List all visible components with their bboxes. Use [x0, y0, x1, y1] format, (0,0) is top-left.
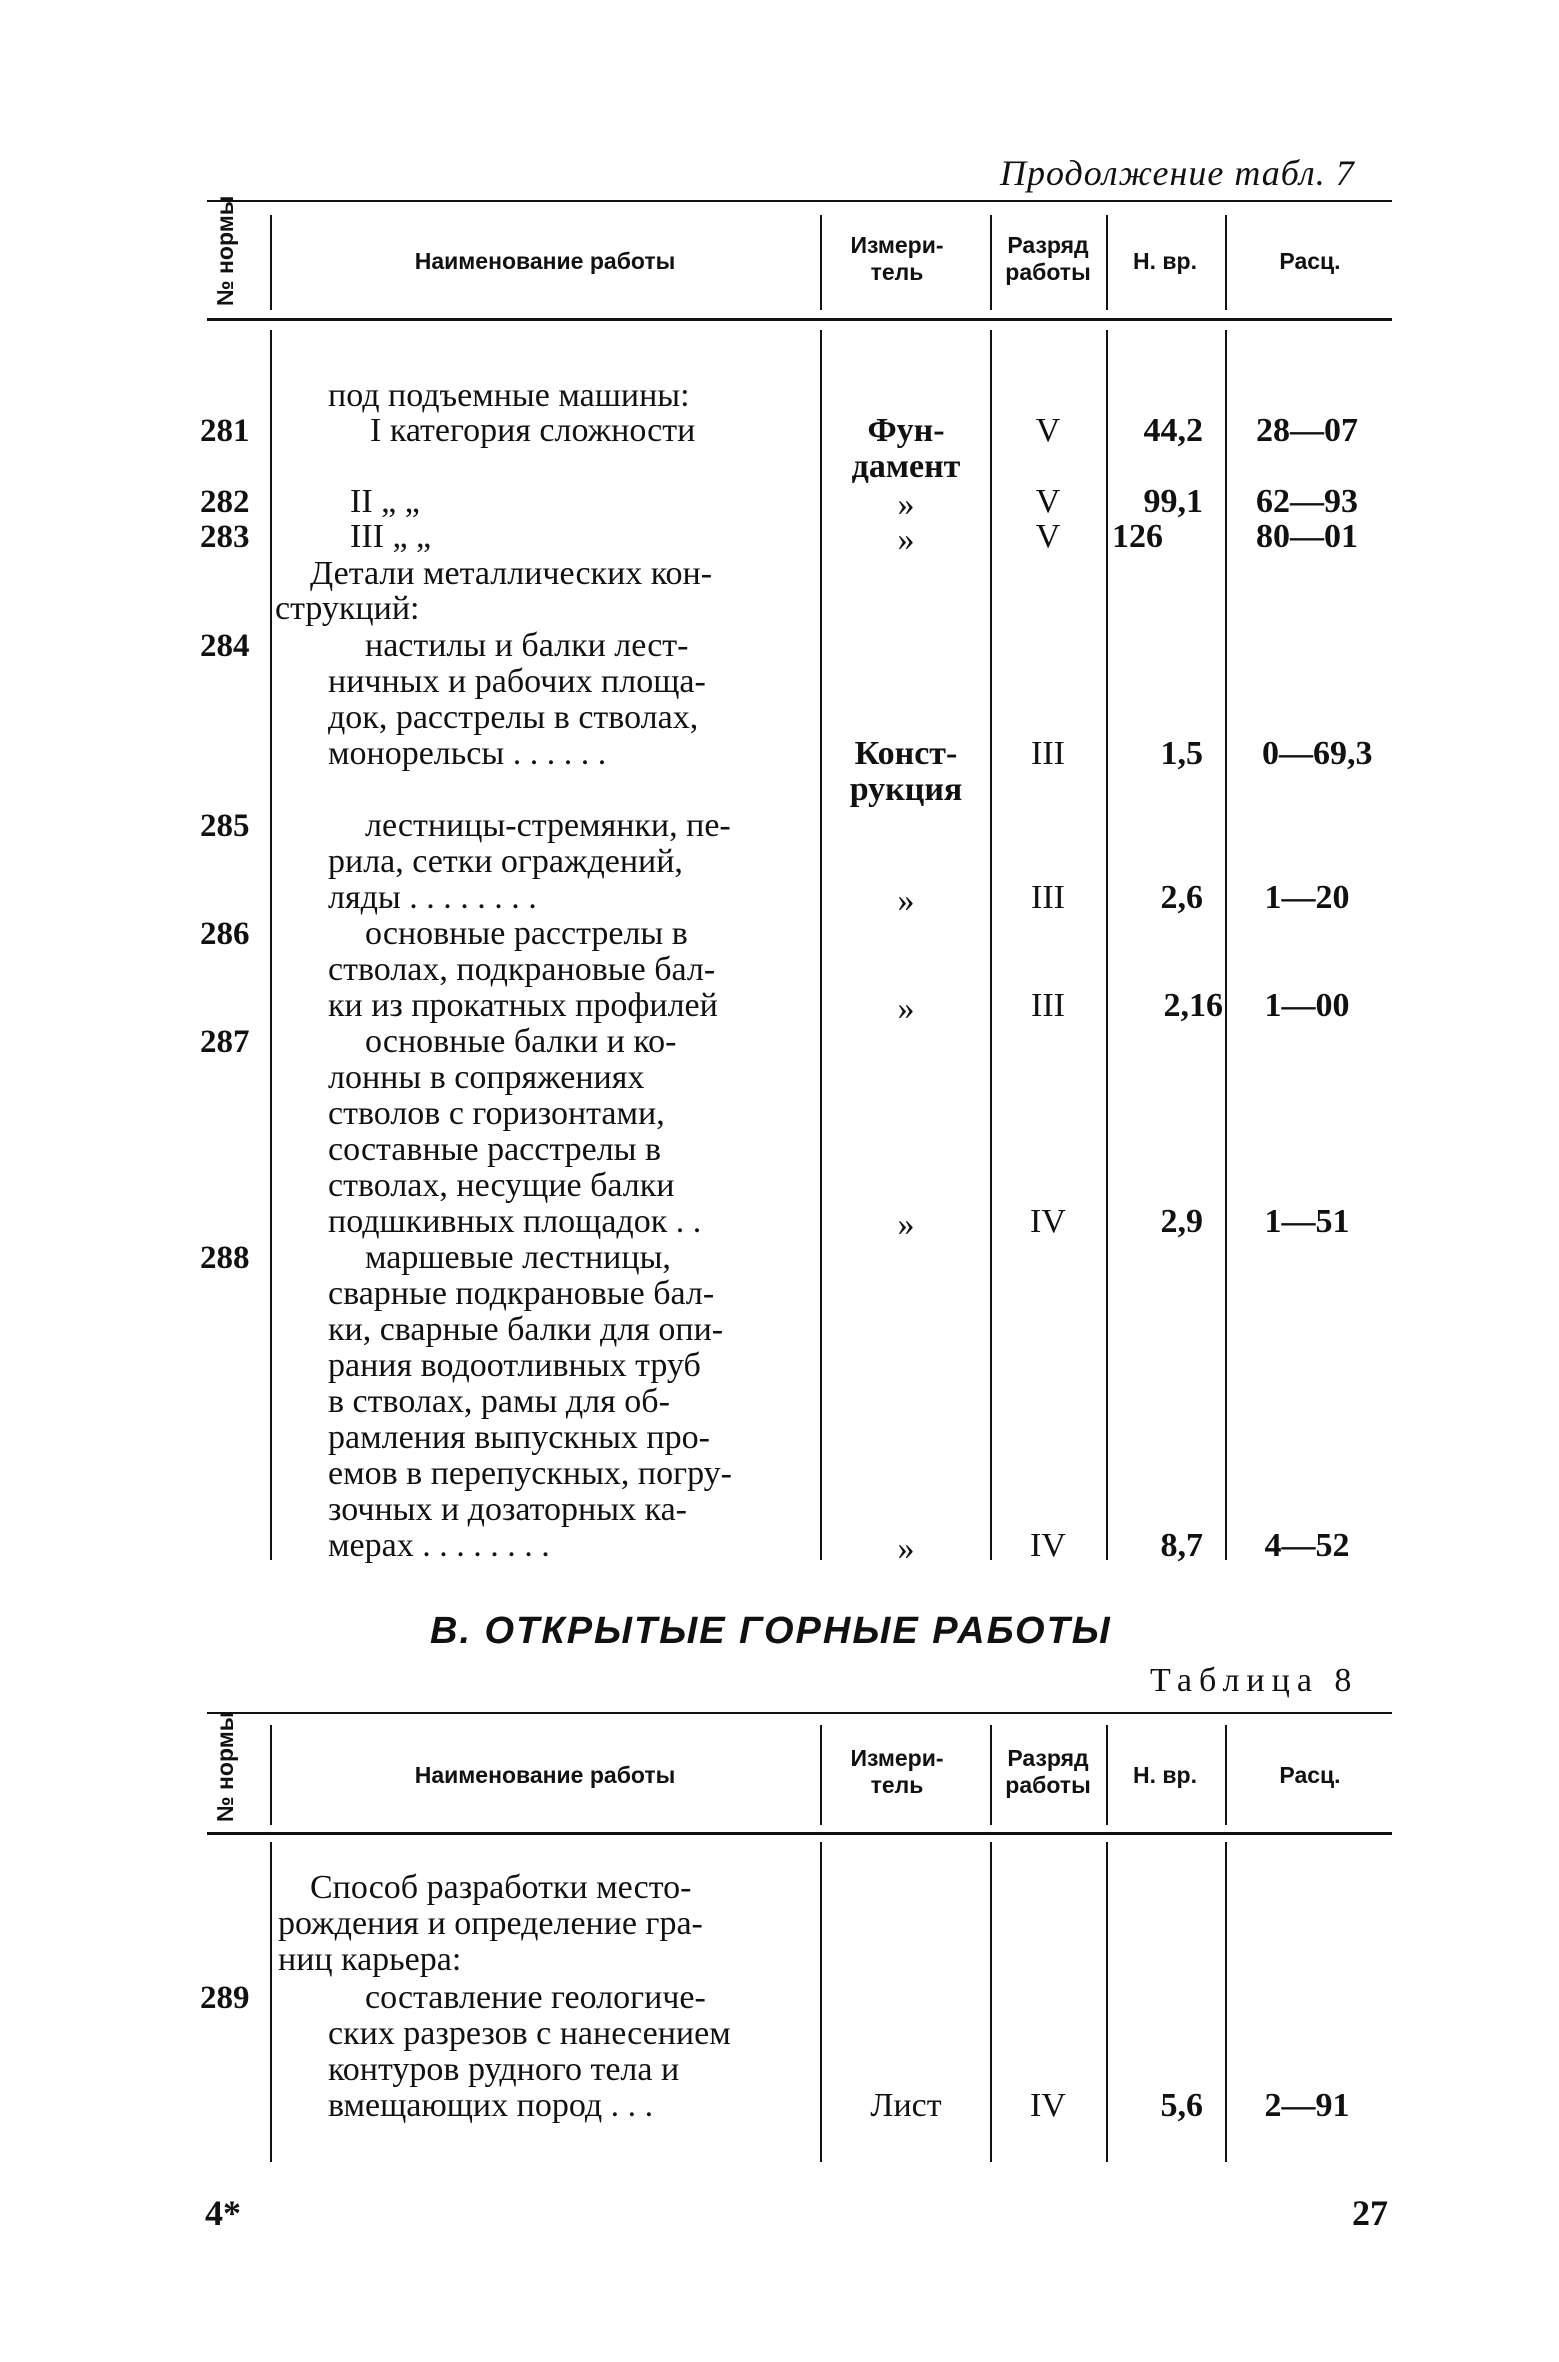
t7-hdr-vline-3: [990, 215, 992, 310]
t7-vline-5: [1225, 330, 1227, 1560]
t8-line: контуров рудного тела и: [328, 2051, 680, 2088]
t8-unit: Лист: [870, 2087, 942, 2124]
t7-unit: »: [897, 521, 915, 558]
t7-time: 99,1: [1143, 483, 1203, 520]
t7-unit: »: [897, 486, 915, 523]
t8-vline-2: [820, 1842, 822, 2162]
header8-unit: [822, 1745, 972, 1799]
header8-grade-line2: работы: [1005, 1772, 1091, 1798]
t8-grade: IV: [1030, 2087, 1066, 2124]
t7-norm-number: 281: [200, 413, 250, 449]
t8-line: ских разрезов с нанесением: [328, 2015, 731, 2052]
t7-line: ки из прокатных профилей: [328, 987, 718, 1024]
t8-line: ниц карьера:: [278, 1941, 462, 1978]
t7-price: 0—69,3: [1262, 735, 1373, 772]
t8-time: 5,6: [1160, 2087, 1203, 2124]
header-norm-no: № нормы: [212, 195, 238, 306]
t7-time: 1,5: [1160, 735, 1203, 772]
t8-line: вмещающих пород . . .: [328, 2087, 654, 2124]
t7-line: зочных и дозаторных ка-: [328, 1491, 687, 1528]
t8-hdr-vline-1: [270, 1725, 272, 1825]
header-name: Наименование работы: [414, 248, 676, 274]
table8-label: Таблица 8: [1150, 1662, 1359, 1699]
t7-price: 1—00: [1264, 987, 1350, 1024]
header8-unit-line1: Измери-: [850, 1745, 944, 1771]
t7-unit: Фун-: [867, 412, 945, 449]
section-title: В. ОТКРЫТЫЕ ГОРНЫЕ РАБОТЫ: [430, 1610, 1112, 1652]
t7-unit: рукция: [849, 771, 963, 808]
t7-line: основные расстрелы в: [365, 915, 688, 952]
t7-unit: »: [897, 990, 915, 1027]
t7-price: 28—07: [1256, 412, 1358, 449]
header8-price: Расц.: [1279, 1762, 1341, 1788]
t7-vline-3: [990, 330, 992, 1560]
t7-grade: III: [1031, 987, 1065, 1024]
t7-norm-number: 287: [200, 1024, 250, 1060]
t7-time: 2,9: [1160, 1203, 1203, 1240]
t7-hdr-vline-2: [820, 215, 822, 310]
t7-grade: V: [1035, 518, 1061, 555]
t8-hdr-vline-2: [820, 1725, 822, 1825]
header-grade: [993, 232, 1103, 286]
t7-line: составные расстрелы в: [328, 1131, 662, 1168]
t7-grade: IV: [1030, 1203, 1066, 1240]
t7-unit: дамент: [851, 448, 961, 485]
t8-vline-1: [270, 1842, 272, 2162]
t7-grade: IV: [1030, 1527, 1066, 1564]
t7-line: мерах . . . . . . . .: [328, 1527, 550, 1564]
t7-line: I категория сложности: [370, 412, 696, 449]
t7-price: 1—20: [1264, 879, 1350, 916]
t7-line: сварные подкрановые бал-: [328, 1275, 715, 1312]
continuation-caption: Продолжение табл. 7: [1000, 153, 1355, 193]
signature-mark: 4*: [205, 2193, 241, 2233]
t7-hdr-vline-4: [1106, 215, 1108, 310]
t7-line: II „ „: [350, 483, 420, 520]
t8-line: Способ разработки место-: [310, 1869, 692, 1906]
t7-price: 62—93: [1256, 483, 1358, 520]
t7-price: 1—51: [1264, 1203, 1350, 1240]
t8-hdr-vline-3: [990, 1725, 992, 1825]
t7-line: ки, сварные балки для опи-: [328, 1311, 724, 1348]
header-grade-line1: Разряд: [1007, 232, 1089, 258]
t7-norm-number: 285: [200, 808, 250, 844]
header8-norm-no: № нормы: [212, 1711, 238, 1822]
t7-unit: Конст-: [854, 735, 958, 772]
t7-line: ляды . . . . . . . .: [328, 879, 537, 916]
t7-line: ничных и рабочих площа-: [328, 663, 706, 700]
page-number: 27: [1352, 2193, 1388, 2233]
t8-norm-number: 289: [200, 1980, 250, 2016]
t7-norm-number: 284: [200, 628, 250, 664]
table7-top-rule: [207, 200, 1392, 202]
t7-hdr-vline-5: [1225, 215, 1227, 310]
t7-line: рамления выпускных про-: [328, 1419, 710, 1456]
t7-line: маршевые лестницы,: [365, 1239, 671, 1276]
t7-line: емов в перепускных, погру-: [328, 1455, 732, 1492]
table8-top-rule: [207, 1712, 1392, 1714]
t8-line: составление геологиче-: [365, 1979, 706, 2016]
t7-line: стволах, подкрановые бал-: [328, 951, 716, 988]
t7-grade: V: [1035, 483, 1061, 520]
header-time: Н. вр.: [1133, 248, 1197, 274]
t7-line: настилы и балки лест-: [365, 627, 689, 664]
t7-norm-number: 288: [200, 1240, 250, 1276]
t7-line: лонны в сопряжениях: [328, 1059, 645, 1096]
t7-line: III „ „: [350, 518, 432, 555]
t7-line: стволов с горизонтами,: [328, 1095, 665, 1132]
t7-line: под подъемные машины:: [328, 377, 690, 414]
t7-vline-1: [270, 330, 272, 1560]
t7-line: стволах, несущие балки: [328, 1167, 675, 1204]
t7-grade: V: [1035, 412, 1061, 449]
t7-line: лестницы-стремянки, пе-: [365, 807, 731, 844]
header8-grade: [993, 1745, 1103, 1799]
t8-line: рождения и определение гра-: [278, 1905, 703, 1942]
t7-price: 80—01: [1256, 518, 1358, 555]
header-grade-line2: работы: [1005, 259, 1091, 285]
t7-hdr-vline-1: [270, 215, 272, 310]
t7-line: Детали металлических кон-: [310, 555, 713, 592]
t7-time: 44,2: [1143, 412, 1203, 449]
t7-price: 4—52: [1264, 1527, 1350, 1564]
header8-name: Наименование работы: [414, 1762, 676, 1788]
t7-line: рила, сетки ограждений,: [328, 843, 683, 880]
table8-header-rule: [207, 1832, 1392, 1835]
t7-line: док, расстрелы в стволах,: [328, 699, 699, 736]
header-unit-line2: тель: [870, 259, 924, 285]
t7-unit: »: [897, 1206, 915, 1243]
t7-grade: III: [1031, 735, 1065, 772]
t7-unit: »: [897, 1530, 915, 1567]
header-unit-line1: Измери-: [850, 232, 944, 258]
t7-line: рания водоотливных труб: [328, 1347, 701, 1384]
header8-unit-line2: тель: [870, 1772, 924, 1798]
table7-header-rule: [207, 318, 1392, 321]
t7-norm-number: 283: [200, 519, 250, 555]
t7-time: 126: [1112, 518, 1163, 555]
t8-hdr-vline-5: [1225, 1725, 1227, 1825]
t8-vline-5: [1225, 1842, 1227, 2162]
header-price: Расц.: [1279, 248, 1341, 274]
t7-unit: »: [897, 882, 915, 919]
t7-line: монорельсы . . . . . .: [328, 735, 607, 772]
t7-norm-number: 282: [200, 484, 250, 520]
t7-vline-2: [820, 330, 822, 1560]
t7-time: 2,6: [1160, 879, 1203, 916]
t7-line: в стволах, рамы для об-: [328, 1383, 670, 1420]
t7-grade: III: [1031, 879, 1065, 916]
t8-hdr-vline-4: [1106, 1725, 1108, 1825]
t8-vline-3: [990, 1842, 992, 2162]
t7-norm-number: 286: [200, 916, 250, 952]
t7-line: основные балки и ко-: [365, 1023, 677, 1060]
header-unit: [822, 232, 972, 286]
t7-line: подшкивных площадок . .: [328, 1203, 702, 1240]
t8-price: 2—91: [1264, 2087, 1350, 2124]
header8-time: Н. вр.: [1133, 1762, 1197, 1788]
t7-time: 2,16: [1163, 987, 1223, 1024]
header8-grade-line1: Разряд: [1007, 1745, 1089, 1771]
t7-line: струкций:: [275, 590, 420, 627]
t7-time: 8,7: [1160, 1527, 1203, 1564]
